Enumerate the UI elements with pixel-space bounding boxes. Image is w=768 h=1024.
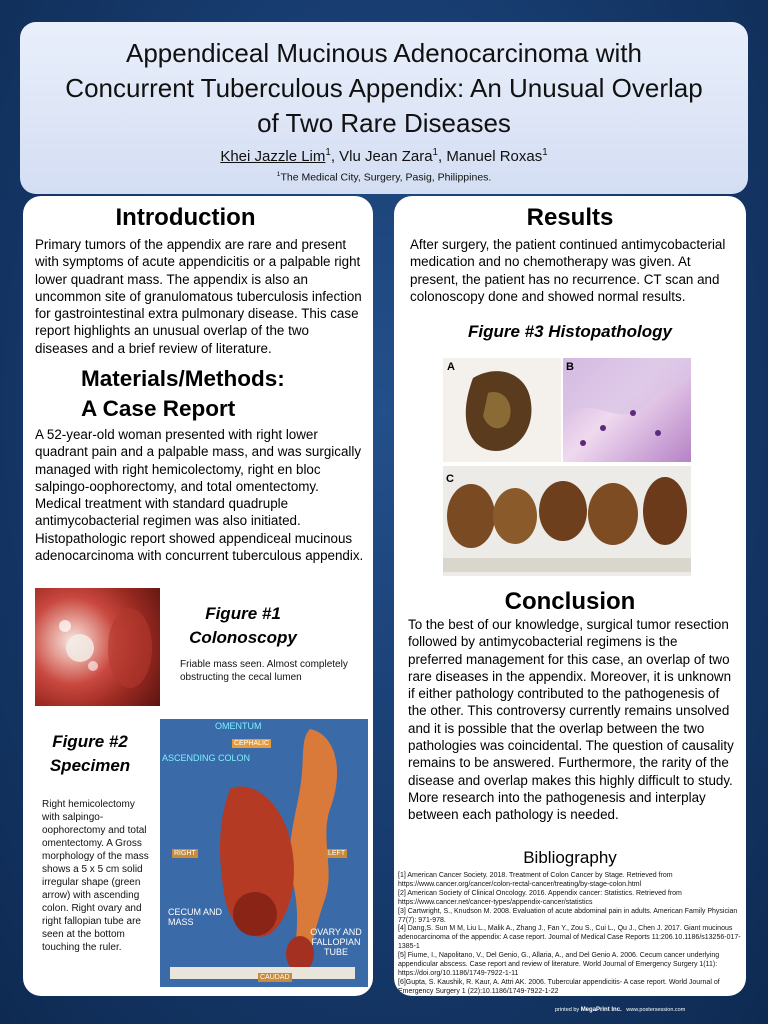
right-column	[394, 196, 746, 996]
specimen-slices-icon	[443, 466, 691, 576]
results-text: After surgery, the patient continued antimycobacterial medication and no chemotherapy was given. At present, the patient has no recurrence. CT scan and colonoscopy done and showed normal results.	[410, 237, 726, 304]
label-cephalic: CEPHALIC	[234, 740, 270, 747]
results-heading: Results	[526, 204, 614, 231]
label-caudad: CAUDAD	[260, 974, 290, 981]
bibliography-item: [3] Cartwright, S., Knudson M. 2008. Evaluation of acute abdominal pain in adults. American Family Physician 77(7): 971-978.	[398, 907, 738, 924]
figure2-title-line1: Figure #2	[52, 732, 128, 751]
methods-heading	[81, 364, 285, 424]
figure2-caption: Right hemicolectomy with salpingo-oophorectomy and total omentectomy. A Gross morphology of the mass shows a 5 x 5 cm solid irregular shape (green arrow) with ascending colon. Right ovary and right fallopian tube are seen at the bottom touching the ruler.	[42, 799, 149, 953]
histopathology-image-b	[563, 358, 691, 462]
bibliography-list	[398, 872, 744, 996]
printer-website: www.postersession.com	[626, 1007, 686, 1013]
figure3-title: Figure #3 Histopathology	[467, 322, 673, 341]
affiliation-sup: 1	[276, 171, 281, 178]
author-sup: 1	[325, 147, 331, 158]
label-ascending-colon: ASCENDING COLON	[162, 753, 251, 763]
affiliation-text: The Medical City, Surgery, Pasig, Philippines.	[280, 171, 492, 184]
bibliography-heading: Bibliography	[523, 848, 617, 867]
label-b: B	[566, 361, 574, 373]
gross-mass-icon	[443, 358, 561, 462]
bibliography-item: [4] Dang,S. Sun M M, Liu L., Malik A., Zhang J., Fan Y., Zou S., Cui L., Qu J., Chen J. 2017. Giant mucinous adenocarcinoma of the appendix: A case report. Journal of Medical Case Reports 11:206.10.1186/s13256-017-1385-1	[398, 925, 741, 951]
methods-heading-line1: Materials/Methods:	[81, 366, 285, 391]
author-name: Manuel Roxas	[446, 148, 543, 165]
author-name: Vlu Jean Zara	[339, 148, 433, 165]
bibliography-item: [6]Gupta, S. Kaushik, R. Kaur, A. Attri AK. 2006. Tubercular appendicitis- A case report. World Journal of Emergency Surgery 1 (22):10.1186/1749-7922-1-22	[398, 978, 720, 995]
label-left: LEFT	[328, 850, 346, 857]
label-cecum-mass: CECUM AND MASS	[168, 907, 223, 927]
author-list: Khei Jazzle Lim$^1$, Vlu Jean Zara$^1$, Manuel Roxas$^1$	[220, 147, 548, 165]
figure1-title-line2: Colonoscopy	[189, 628, 297, 647]
colonoscopy-image	[35, 588, 160, 706]
bibliography-item: [1] American Cancer Society. 2018. Treatment of Colon Cancer by Stage. Retrieved from https://www.cancer.org/cancer/colon-rectal-cancer/treating/by-stage-colon.html	[398, 872, 673, 888]
author-sup: 1	[432, 147, 438, 158]
label-c: C	[446, 473, 454, 485]
conclusion-heading: Conclusion	[504, 588, 636, 615]
poster-header	[20, 22, 748, 194]
introduction-text: Primary tumors of the appendix are rare and present with symptoms of acute appendicitis or a palpable right lower quadrant mass. The appendix is also an uncommon site of granulomatous tuberculosis infection for gastrointestinal extra pulmonary disease. This case report highlights an unusual overlap of the two diseases and a brief review of literature.	[35, 237, 362, 356]
printer-credit	[555, 1007, 685, 1013]
author-sup: 1	[542, 147, 548, 158]
introduction-heading: Introduction	[115, 204, 256, 231]
left-column	[23, 196, 373, 996]
label-omentum: OMENTUM	[215, 721, 262, 731]
poster-title: Appendiceal Mucinous Adenocarcinoma with Concurrent Tuberculous Appendix: An Unusual Overlap of Two Rare Diseases	[65, 38, 703, 138]
figure1-title	[173, 602, 313, 650]
label-ovary-tube: OVARY AND FALLOPIAN TUBE	[310, 927, 362, 957]
histopathology-image-c	[443, 466, 691, 576]
figure2-title-line2: Specimen	[49, 756, 131, 775]
bibliography-item: [2] American Society of Clinical Oncology. 2016. Appendix cancer: Statistics. Retrieved from https://www.cancer.net/cancer-types/appendix-cancer/statistics	[398, 889, 682, 906]
figure2-title	[35, 730, 145, 778]
specimen-image	[160, 719, 368, 987]
figure1-caption: Friable mass seen. Almost completely obstructing the cecal lumen	[180, 659, 348, 683]
microscopy-icon	[563, 358, 691, 462]
author-name: Khei Jazzle Lim	[220, 148, 326, 165]
histopathology-image-a	[443, 358, 561, 462]
label-a: A	[447, 361, 455, 373]
methods-heading-line2: A Case Report	[81, 396, 236, 421]
bibliography-item: [5] Fiume, I., Napolitano, V., Del Genio, G., Allaria, A., and Del Genio A. 2006. Cecum cancer underlying appendicular abscess. Case report and review of literature. World Journal of Emergency Surgery 1(11): https://doi.org/10.1186/1749-7922-1-11	[398, 952, 720, 977]
printer-name: MegaPrint Inc.	[580, 1007, 622, 1013]
affiliation	[20, 171, 748, 184]
printed-by-text: printed by	[555, 1007, 580, 1013]
methods-text: A 52-year-old woman presented with right lower quadrant pain and a palpable mass, and was surgically managed with right hemicolectomy, right en bloc salpingo-oophorectomy, and total omentectomy. Medical treatment with standard quadruple antimycobacterial regimen was also initiated. Histopathologic report showed appendiceal mucinous adenocarcinoma with concurrent tuberculous appendix.	[35, 427, 364, 564]
colonoscopy-detail-icon	[35, 588, 160, 706]
figure1-title-line1: Figure #1	[205, 604, 281, 623]
label-right: RIGHT	[174, 850, 196, 857]
conclusion-text: To the best of our knowledge, surgical tumor resection followed by antimycobacterial regimens is the preferred management for this case, an overlap of two rare diseases in the appendix. Moreover, it is unknown if either pathology contributed to the pathogenesis of the other. This controversy currently remains unsolved and it is possible that the overlap between the two pathologies was coincidental. The question of causality remains to be answered. Furthermore, the rarity of the disease and overlap makes this highly difficult to study. More research into the pathogenesis and interplay between each pathology is needed.	[408, 617, 734, 823]
